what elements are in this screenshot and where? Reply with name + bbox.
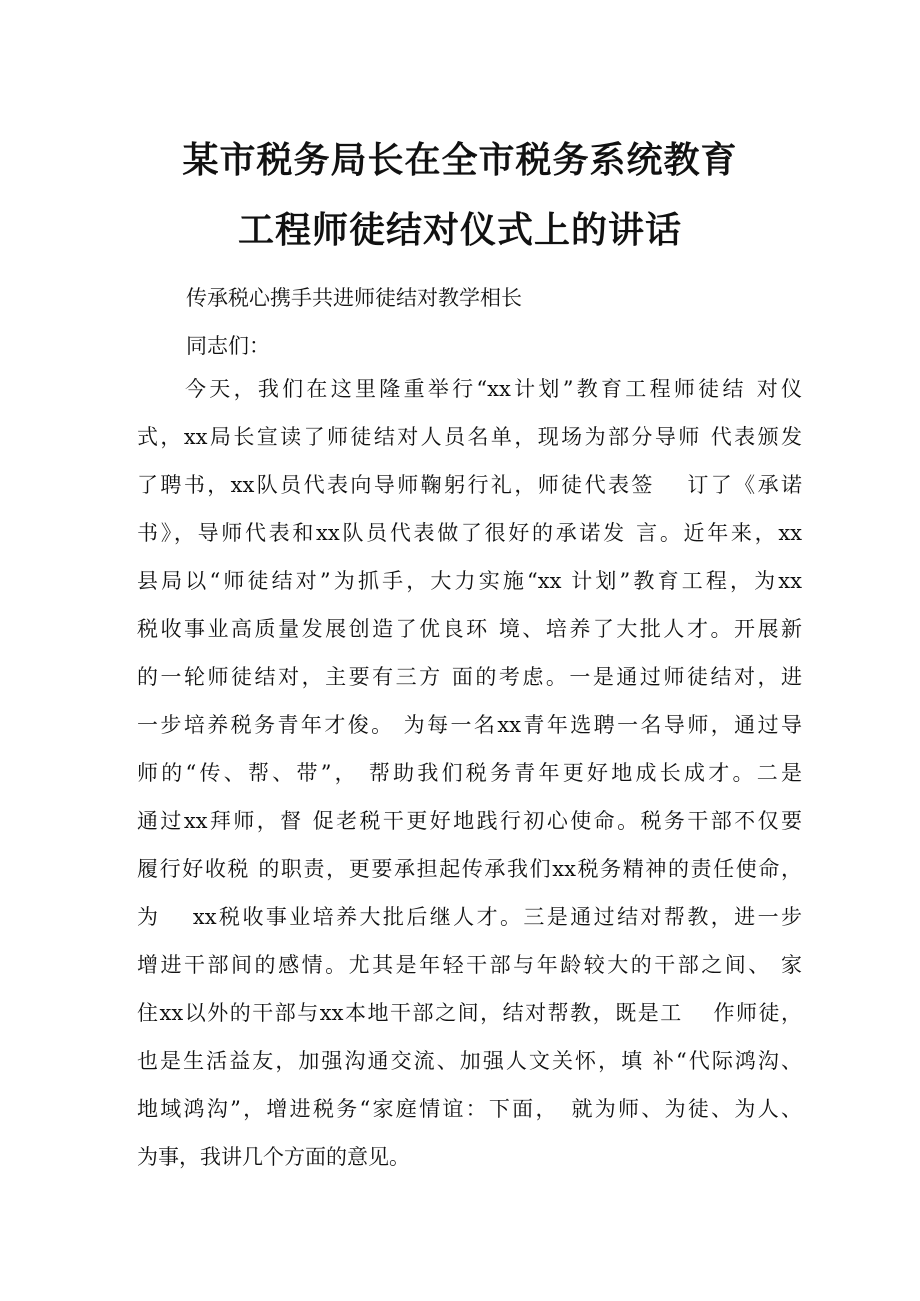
body-line: 通过xx拜师，督 促老税干更好地践行初心使命。税务干部不仅要: [137, 809, 802, 833]
body-line: 住xx以外的干部与xx本地干部之间，结对帮教，既是工 作师徒，: [137, 1001, 802, 1025]
body-line: 为 xx税收事业培养大批后继人才。三是通过结对帮教，进一步: [137, 905, 802, 929]
body-line: 师的“传、帮、带”， 帮助我们税务青年更好地成长成才。二是: [137, 761, 802, 785]
body-line: 书》，导师代表和xx队员代表做了很好的承诺发 言。近年来，xx: [137, 521, 802, 545]
document-title-line-2: 工程师徒结对仪式上的讲话: [237, 210, 682, 251]
document-title-line-1: 某市税务局长在全市税务系统教育: [182, 140, 738, 181]
body-line: 今天，我们在这里隆重举行“xx计划”教育工程师徒结 对仪: [185, 377, 802, 401]
body-line: 为事，我讲几个方面的意见。: [137, 1145, 410, 1169]
body-line: 一步培养税务青年才俊。 为每一名xx青年选聘一名导师，通过导: [137, 713, 802, 737]
body-line: 县局以“师徒结对”为抓手，大力实施“xx 计划”教育工程，为xx: [137, 569, 802, 593]
document-greeting: 同志们：: [186, 334, 270, 358]
body-line: 税收事业高质量发展创造了优良环 境、培养了大批人才。开展新: [137, 617, 802, 641]
document-subtitle: 传承税心携手共进师徒结对教学相长: [186, 286, 522, 310]
body-line: 的一轮师徒结对，主要有三方 面的考虑。一是通过师徒结对，进: [137, 665, 802, 689]
body-line: 履行好收税 的职责，更要承担起传承我们xx税务精神的责任使命，: [137, 857, 802, 881]
body-line: 了聘书，xx队员代表向导师鞠躬行礼，师徒代表签 订了《承诺: [137, 473, 802, 497]
body-line: 式，xx局长宣读了师徒结对人员名单，现场为部分导师 代表颁发: [137, 425, 802, 449]
body-line: 增进干部间的感情。尤其是年轻干部与年龄较大的干部之间、 家: [137, 953, 802, 977]
body-line: 也是生活益友，加强沟通交流、加强人文关怀，填 补“代际鸿沟、: [137, 1049, 802, 1073]
body-line: 地域鸿沟”，增进税务“家庭情谊：下面， 就为师、为徒、为人、: [137, 1097, 802, 1121]
